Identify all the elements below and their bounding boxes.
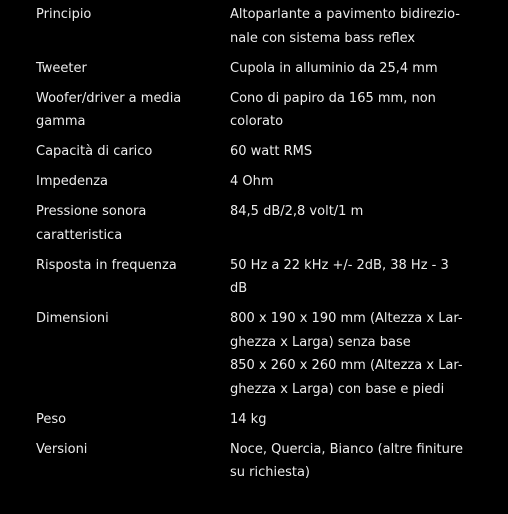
spec-label-line: Capacità di carico <box>36 144 153 159</box>
spec-label-line: Risposta in frequenza <box>36 257 177 273</box>
spec-label-line: Woofer/driver a media <box>36 90 182 106</box>
spec-value <box>230 254 472 301</box>
spec-label-line: Dimensioni <box>36 311 109 326</box>
spec-value-line: Cono di papiro da 165 mm, non <box>230 90 436 106</box>
spec-row-impedenza <box>36 170 472 194</box>
spec-value-line: 14 kg <box>230 411 267 427</box>
spec-value-line: nale con sistema bass reflex <box>230 30 416 46</box>
spec-label <box>36 307 230 401</box>
spec-value-line: 4 Ohm <box>230 174 274 189</box>
spec-label <box>36 87 230 134</box>
spec-value-line: 800 x 190 x 190 mm (Altezza x Lar- <box>230 311 463 326</box>
spec-value-line: dB <box>230 281 248 296</box>
spec-value <box>230 307 472 401</box>
spec-value-line: su richiesta) <box>230 465 311 480</box>
spec-label <box>36 408 230 432</box>
spec-row-dimensioni <box>36 307 472 401</box>
spec-value-line: ghezza x Larga) senza base <box>230 334 411 350</box>
spec-value <box>230 3 472 50</box>
spec-label <box>36 170 230 194</box>
spec-value <box>230 170 472 194</box>
spec-label <box>36 200 230 247</box>
spec-row-principio <box>36 3 472 50</box>
spec-value-line: 84,5 dB/2,8 volt/1 m <box>230 204 364 219</box>
spec-label-line: caratteristica <box>36 227 123 243</box>
spec-row-risposta <box>36 254 472 301</box>
spec-value-line: Altoparlante a pavimento bidirezio- <box>230 7 460 22</box>
spec-label-line: Tweeter <box>36 60 87 76</box>
spec-row-tweeter <box>36 57 472 81</box>
spec-label <box>36 140 230 164</box>
spec-value-line: Noce, Quercia, Bianco (altre finiture <box>230 441 463 457</box>
spec-row-peso <box>36 408 472 432</box>
spec-label <box>36 438 230 485</box>
spec-row-woofer <box>36 87 472 134</box>
spec-value <box>230 57 472 81</box>
spec-label <box>36 3 230 50</box>
spec-label <box>36 254 230 301</box>
spec-value-line: 50 Hz a 22 kHz +/- 2dB, 38 Hz - 3 <box>230 257 449 273</box>
spec-label <box>36 57 230 81</box>
spec-value-line: ghezza x Larga) con base e piedi <box>230 381 445 397</box>
spec-label-line: Peso <box>36 411 67 427</box>
spec-value <box>230 87 472 134</box>
spec-value <box>230 408 472 432</box>
spec-value-line: 850 x 260 x 260 mm (Altezza x Lar- <box>230 358 463 373</box>
spec-value <box>230 200 472 247</box>
spec-value-line: Cupola in alluminio da 25,4 mm <box>230 60 438 76</box>
spec-row-capacita <box>36 140 472 164</box>
spec-table <box>36 3 472 491</box>
spec-value <box>230 438 472 485</box>
spec-row-pressione <box>36 200 472 247</box>
spec-label-line: Impedenza <box>36 174 109 189</box>
spec-label-line: Principio <box>36 7 92 22</box>
spec-label-line: Versioni <box>36 441 88 457</box>
spec-value-line: 60 watt RMS <box>230 144 313 159</box>
spec-value-line: colorato <box>230 114 284 129</box>
spec-label-line: gamma <box>36 114 86 129</box>
spec-label-line: Pressione sonora <box>36 204 147 219</box>
spec-value <box>230 140 472 164</box>
spec-row-versioni <box>36 438 472 485</box>
